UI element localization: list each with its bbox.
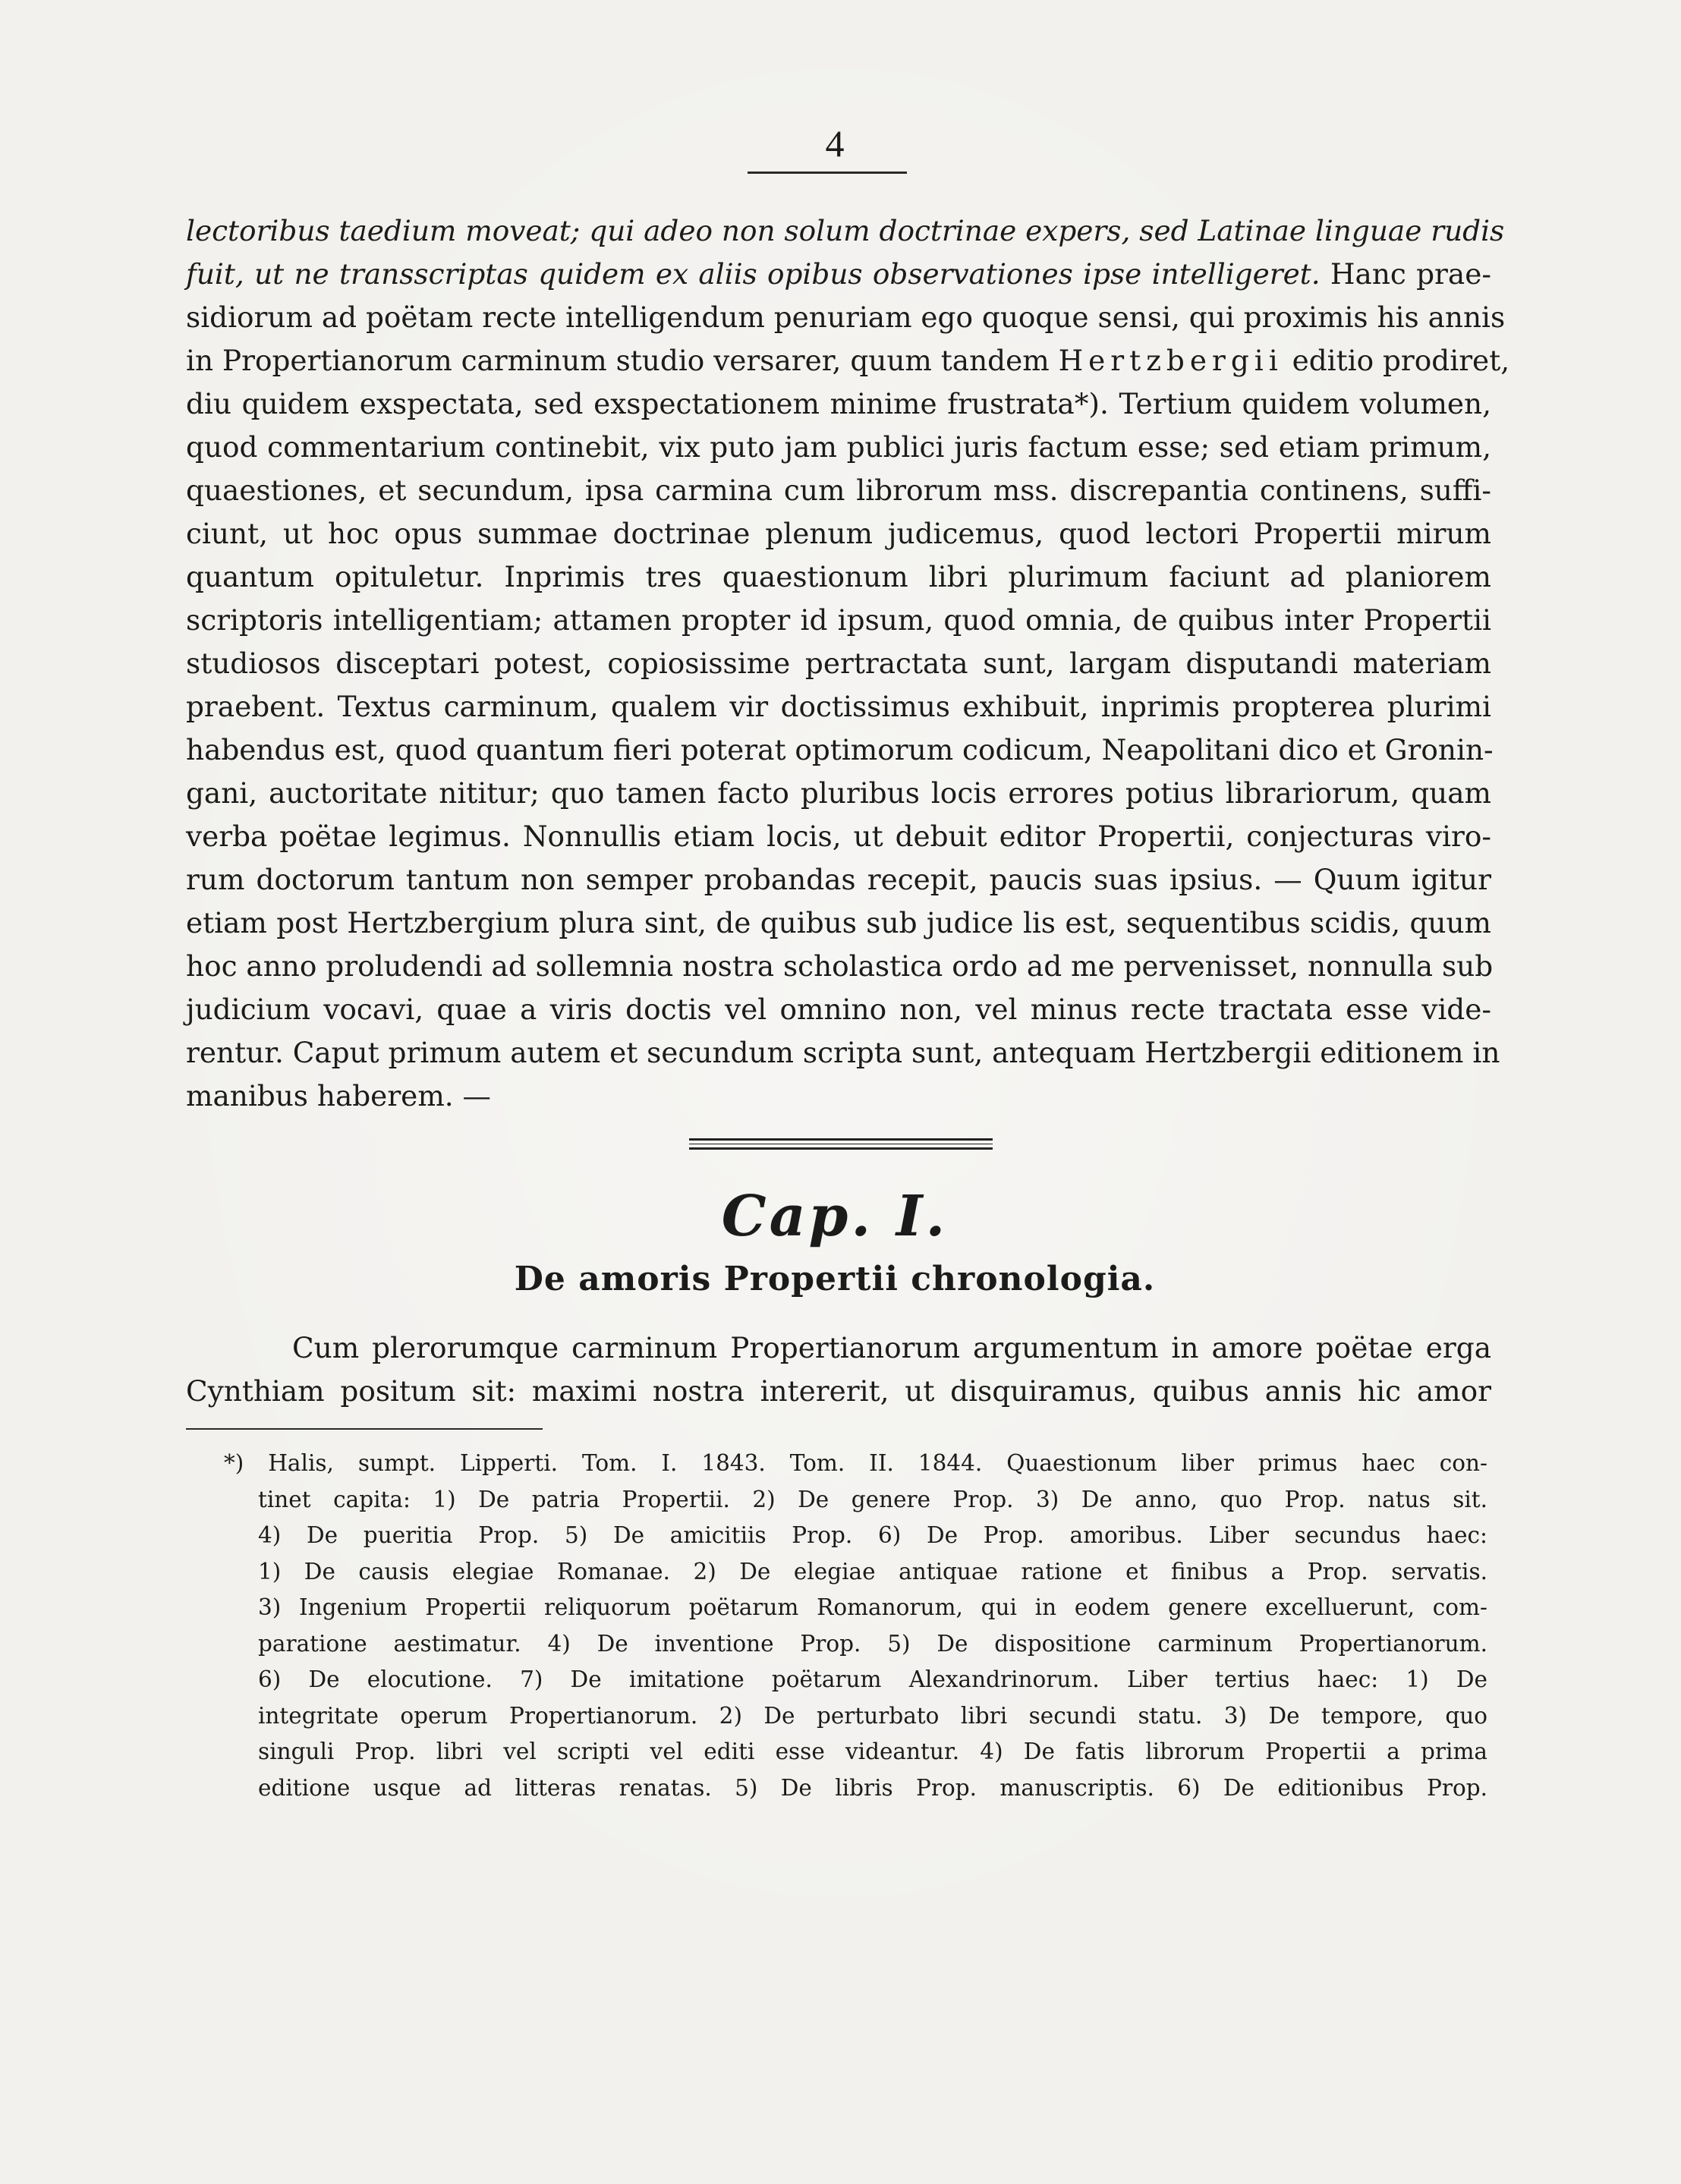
section-divider [689,1138,993,1153]
text-line: lectoribus taedium moveat; qui adeo non solum doctrinae expers, sed Latinae linguae rudis [186,214,1505,247]
text-line: quod commentarium continebit, vix puto jam publici juris factum esse; sed etiam primum, [186,430,1491,464]
footnote-line: *) Halis, sumpt. Lipperti. Tom. I. 1843. Tom. II. 1844. Quaestionum liber primus haec con- [224,1450,1487,1476]
spaced-name: Hertzbergii [1058,344,1283,377]
chapter-subtitle: De amoris Propertii chronologia. [514,1260,1156,1298]
text-line: habendus est, quod quantum fieri poterat optimorum codicum, Neapolitani dico et Gronin- [186,733,1494,766]
text-line: diu quidem exspectata, sed exspectationem minime frustrata*). Tertium quidem volumen, [186,387,1491,420]
text-line: rentur. Caput primum autem et secundum scripta sunt, antequam Hertzbergii editionem in [186,1036,1500,1069]
footnote-line: 1) De causis elegiae Romanae. 2) De elegiae antiquae ratione et finibus a Prop. servatis. [258,1558,1487,1585]
text-line: manibus haberem. — [186,1079,491,1112]
footnote-line: paratione aestimatur. 4) De inventione Prop. 5) De dispositione carminum Propertianorum. [258,1630,1487,1657]
chapter-paragraph [186,1326,1491,1413]
text-line: Cum plerorumque carminum Propertianorum argumentum in amore poëtae erga [292,1331,1491,1364]
footnote-line: singuli Prop. libri vel scripti vel editi esse videantur. 4) De fatis librorum Propertii a prima [258,1739,1487,1764]
text-line: judicium vocavi, quae a viris doctis vel omnino non, vel minus recte tractata esse vide- [186,993,1491,1026]
footnote-line: 4) De pueritia Prop. 5) De amicitiis Prop. 6) De Prop. amoribus. Liber secundus haec: [258,1522,1487,1548]
chapter-title: Cap. I. [721,1184,949,1249]
text-line: hoc anno proludendi ad sollemnia nostra scholastica ordo ad me pervenisset, nonnulla sub [186,949,1494,983]
text-line: in Propertianorum carminum studio versarer, quum tandem Hertzbergii editio prodiret, [186,344,1510,377]
page-number: 4 [825,122,845,165]
text-line: verba poëtae legimus. Nonnullis etiam locis, ut debuit editor Propertii, conjecturas viro- [186,820,1491,853]
header-rule [748,172,907,174]
text-line: quantum opituletur. Inprimis tres quaestionum libri plurimum faciunt ad planiorem [186,560,1491,593]
text-line: etiam post Hertzbergium plura sint, de quibus sub judice lis est, sequentibus scidis, quum [186,906,1491,939]
text-line: quaestiones, et secundum, ipsa carmina cum librorum mss. discrepantia continens, suffi- [186,474,1491,507]
text-line: ciunt, ut hoc opus summae doctrinae plenum judicemus, quod lectori Propertii mirum [186,517,1491,550]
text-line: rum doctorum tantum non semper probandas recepit, paucis suas ipsius. — Quum igitur [186,863,1491,896]
text-line: fuit, ut ne transscriptas quidem ex aliis opibus observationes ipse intelligeret. Hanc prae- [186,257,1491,291]
text-line: Cynthiam positum sit: maximi nostra intererit, ut disquiramus, quibus annis hic amor [186,1374,1491,1408]
text-line: scriptoris intelligentiam; attamen propter id ipsum, quod omnia, de quibus inter Propertii [186,603,1491,637]
footnote-line: 3) Ingenium Propertii reliquorum poëtarum Romanorum, qui in eodem genere excelluerunt, com- [258,1594,1487,1620]
footnote-line: 6) De elocutione. 7) De imitatione poëtarum Alexandrinorum. Liber tertius haec: 1) De [258,1666,1487,1692]
body-paragraph [186,209,1510,1118]
footnote [224,1446,1487,1806]
footnote-rule [186,1428,543,1430]
text-line: gani, auctoritate nititur; quo tamen facto pluribus locis errores potius librariorum, quam [186,776,1491,810]
text-line: sidiorum ad poëtam recte intelligendum penuriam ego quoque sensi, qui proximis his annis [186,301,1506,334]
footnote-line: integritate operum Propertianorum. 2) De perturbato libri secundi statu. 3) De tempore, quo [258,1702,1487,1729]
text-line: studiosos disceptari potest, copiosissime pertractata sunt, largam disputandi materiam [186,647,1491,680]
text-line: praebent. Textus carminum, qualem vir doctissimus exhibuit, inprimis propterea plurimi [186,690,1491,723]
footnote-line: tinet capita: 1) De patria Propertii. 2) De genere Prop. 3) De anno, quo Prop. natus sit. [258,1486,1487,1512]
footnote-line: editione usque ad litteras renatas. 5) De libris Prop. manuscriptis. 6) De editionibus Prop. [258,1774,1487,1801]
